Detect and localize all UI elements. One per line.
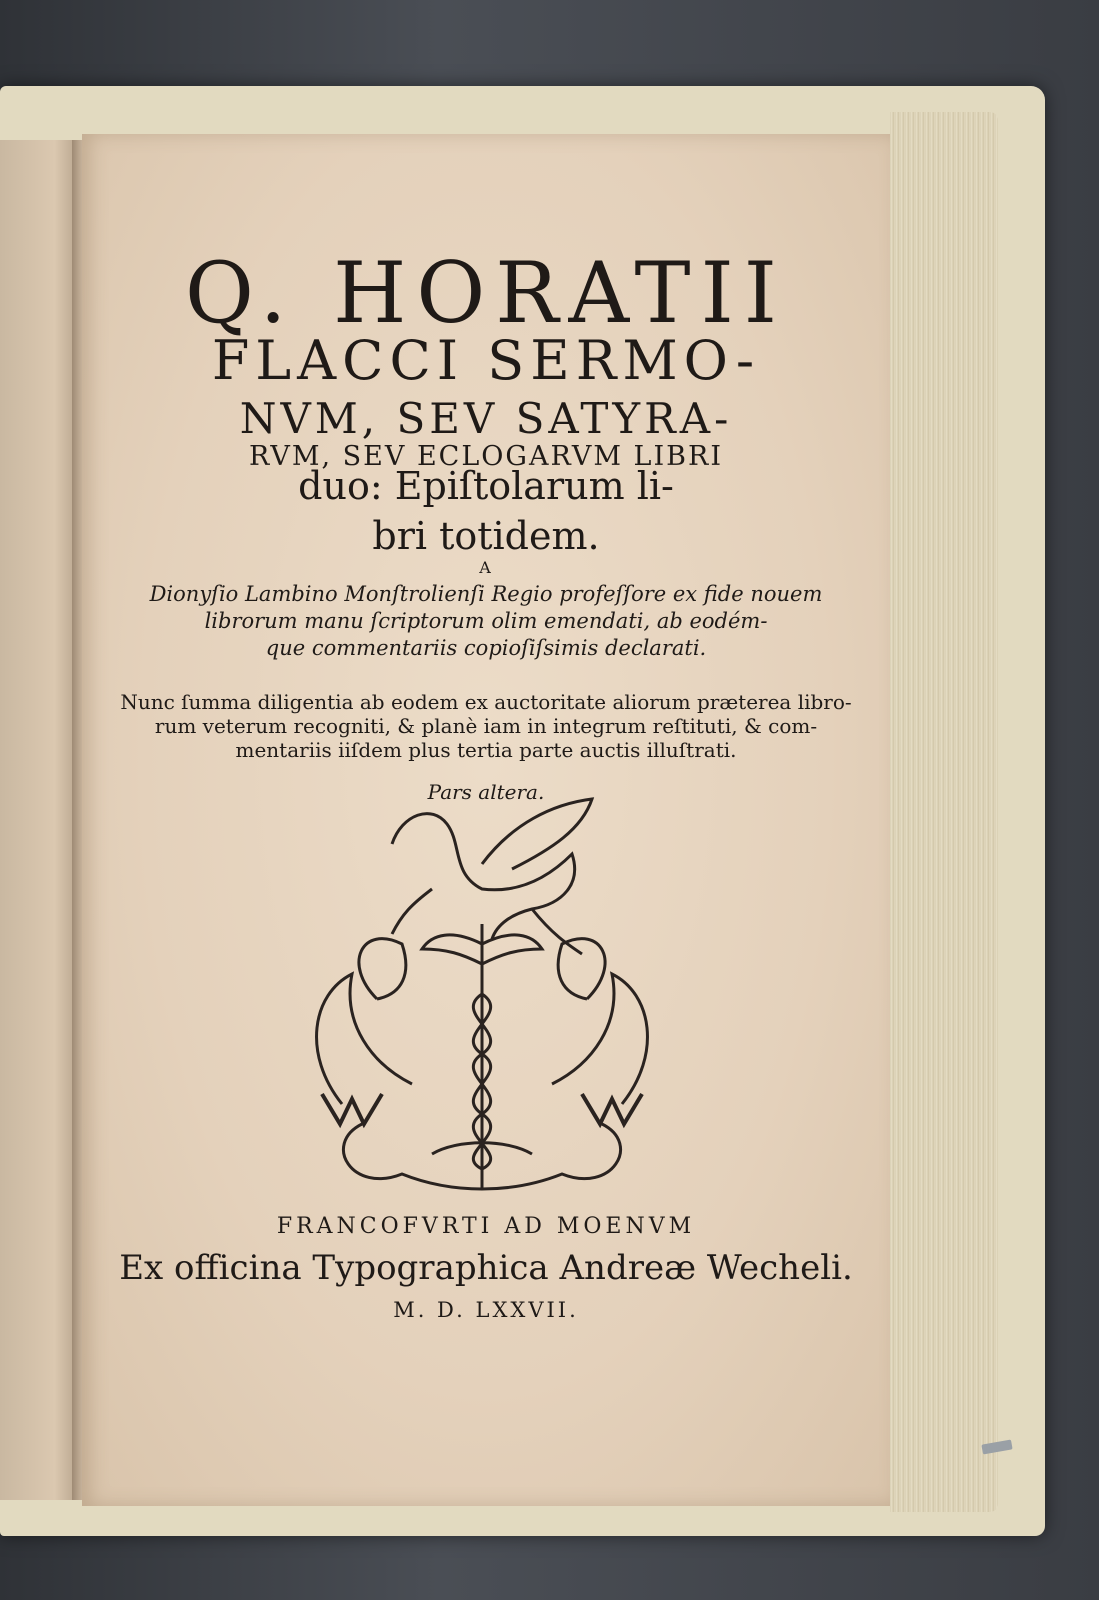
printer-device-emblem xyxy=(282,794,682,1204)
title-line-6: bri totidem. xyxy=(372,514,600,558)
right-monogram xyxy=(582,1094,642,1124)
right-cornucopia xyxy=(552,974,647,1104)
part-label: Pars altera. xyxy=(427,780,545,804)
right-foliage xyxy=(558,939,605,999)
title-line-2: FLACCI SERMO- xyxy=(211,329,761,392)
right-wing xyxy=(482,935,542,964)
place-of-publication: FRANCOFVRTI AD MOENVM xyxy=(276,1214,696,1239)
note-line-1: Nunc ſumma diligentia ab eodem ex auctoritate aliorum præterea libro- xyxy=(120,690,852,714)
left-cornucopia xyxy=(317,974,412,1104)
left-foliage xyxy=(359,939,406,999)
editor-line-3: que commentariis copioſiſsimis declarati. xyxy=(265,636,707,660)
title-line-1: Q. HORATII xyxy=(185,244,787,342)
title-line-4: RVM, SEV ECLOGARVM LIBRI xyxy=(249,441,723,472)
title-line-7: A xyxy=(479,558,493,577)
title-line-3: NVM, SEV SATYRA- xyxy=(239,394,733,443)
left-wing xyxy=(422,935,482,964)
editor-line-2: librorum manu ſcriptorum olim emendati, ab eodém- xyxy=(204,609,768,633)
note-line-3: mentariis iiſdem plus tertia parte auctis illuſtrati. xyxy=(235,738,737,762)
title-page xyxy=(82,134,890,1506)
publication-year: M. D. LXXVII. xyxy=(393,1298,579,1322)
left-page xyxy=(0,140,78,1500)
pegasus-wing xyxy=(482,799,592,869)
pegasus xyxy=(392,814,582,954)
editor-line-1: Dionyſio Lambino Monſtrolienſi Regio profeſſore ex fide nouem xyxy=(149,582,823,606)
title-line-5: duo: Epiſtolarum li- xyxy=(298,464,674,508)
printer-line: Ex officina Typographica Andreæ Wecheli. xyxy=(119,1248,853,1288)
page-edges xyxy=(890,112,998,1512)
left-monogram xyxy=(322,1094,382,1124)
note-line-2: rum veterum recogniti, & planè iam in integrum reſtituti, & com- xyxy=(154,714,818,738)
